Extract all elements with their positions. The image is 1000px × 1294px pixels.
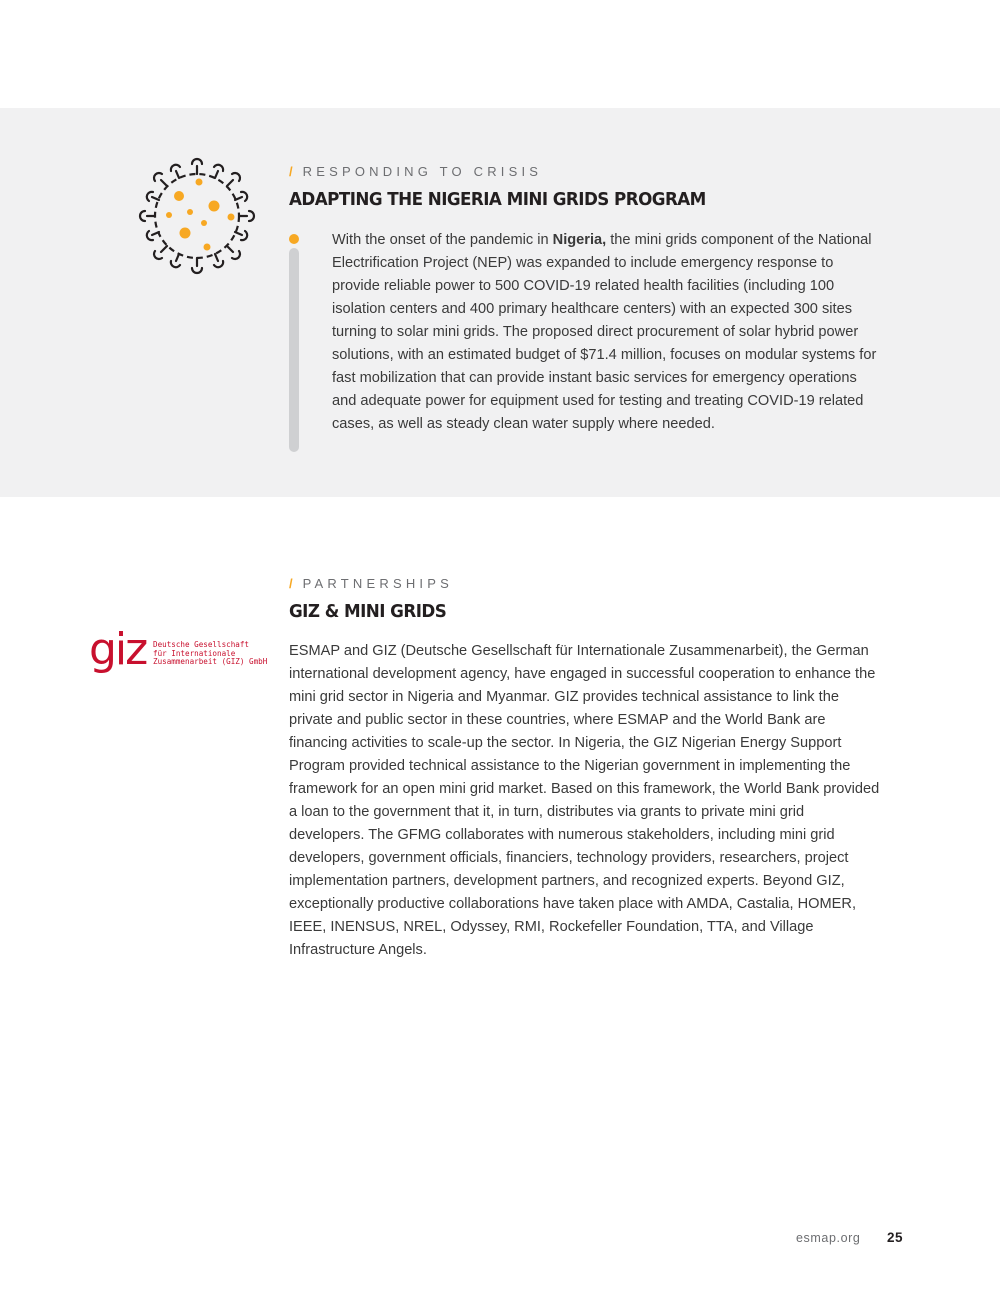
page-number: 25 [887, 1230, 904, 1245]
partnerships-body: ESMAP and GIZ (Deutsche Gesellschaft für Internationale Zusammenarbeit), the German international development agency, have engaged in successful cooperation to enhance the mini grid sector in Nigeria and Myanmar. GIZ provides technical assistance to link the private and public sector in these countries, where ESMAP and the World Bank are financing activities to scale-up the sector. In Nigeria, the GIZ Nigerian Energy Support Program provided technical assistance to the Nigerian government in implementing the framework for an open mini grid market. Based on this framework, the World Bank provided a loan to the government that it, in turn, distributes via grants to private mini grid developers. The GFMG collaborates with numerous stakeholders, including mini grid developers, government officials, financiers, technology providers, researchers, project implementation partners, development partners, and recognized experts. Beyond GIZ, exceptionally productive collaborations have taken place with AMDA, Castalia, HOMER, IEEE, INENSUS, NREL, Odyssey, RMI, Rockefeller Foundation, TTA, and Village Infrastructure Angels. [289, 643, 880, 958]
crisis-body-country: Nigeria, [552, 232, 607, 248]
crisis-body-intro: With the onset of the pandemic in [332, 232, 553, 248]
giz-logo [89, 624, 269, 682]
crisis-body [332, 229, 880, 436]
partnerships-kicker [289, 576, 453, 591]
footer-site[interactable]: esmap.org [796, 1231, 861, 1245]
kicker-slash: / [289, 164, 293, 179]
partnerships-heading: GIZ & MINI GRIDS [289, 601, 447, 622]
kicker-slash: / [289, 576, 293, 591]
crisis-body-rest: the mini grids component of the National Electrification Project (NEP) was expanded to include emergency response to provide reliable power to 500 COVID-19 related health facilities (including 100 isolation centers and 400 primary healthcare centers) with an expected 300 sites turning to solar mini grids. The proposed direct procurement of solar hybrid power solutions, with an estimated budget of $71.4 million, focuses on modular systems for fast mobilization that can provide instant basic services for emergency operations and adequate power for equipment used for testing and treating COVID-19 related cases, as well as steady clean water supply where needed. [332, 232, 877, 432]
giz-logo-word: giz [89, 624, 147, 675]
giz-logo-text [153, 641, 267, 667]
crisis-kicker-label: RESPONDING TO CRISIS [302, 164, 543, 179]
giz-logo-line: für Internationale [153, 648, 236, 658]
crisis-kicker [289, 164, 542, 179]
quote-bar [289, 248, 299, 452]
virus-icon [134, 150, 260, 282]
quote-dot [289, 234, 299, 244]
giz-logo-line: Deutsche Gesellschaft [153, 640, 250, 649]
giz-logo-line: Zusammenarbeit (GIZ) GmbH [153, 657, 268, 667]
crisis-heading: ADAPTING THE NIGERIA MINI GRIDS PROGRAM [289, 189, 706, 210]
partnerships-kicker-label: PARTNERSHIPS [302, 576, 453, 591]
